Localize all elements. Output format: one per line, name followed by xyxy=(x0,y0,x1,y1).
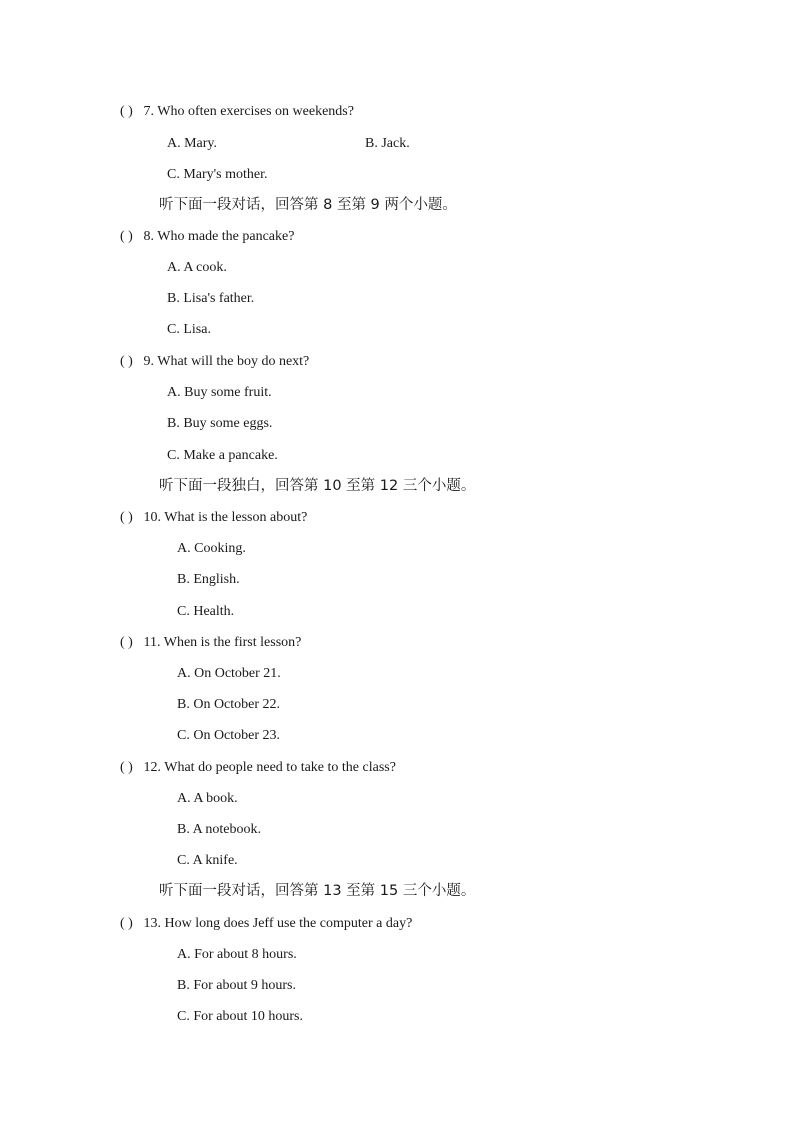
option-c: C. Make a pancake. xyxy=(167,448,278,463)
option-b: B. Buy some eggs. xyxy=(167,416,273,431)
answer-blank[interactable]: ( ) xyxy=(120,916,133,931)
answer-blank[interactable]: ( ) xyxy=(120,354,133,369)
question-text: 10. What is the lesson about? xyxy=(143,510,308,525)
option-c: C. Mary's mother. xyxy=(167,167,268,182)
question-10 xyxy=(120,509,307,527)
option-a: A. Buy some fruit. xyxy=(167,385,272,400)
question-13 xyxy=(120,915,412,933)
question-7 xyxy=(120,103,354,121)
section-instruction: 听下面一段对话，回答第 13 至第 15 三个小题。 xyxy=(159,883,476,899)
option-b: B. For about 9 hours. xyxy=(177,978,296,993)
question-text: 12. What do people need to take to the class? xyxy=(143,760,396,775)
answer-blank[interactable]: ( ) xyxy=(120,510,133,525)
option-b: B. A notebook. xyxy=(177,822,262,837)
section-instruction: 听下面一段独白，回答第 10 至第 12 三个小题。 xyxy=(159,478,476,494)
question-text: 9. What will the boy do next? xyxy=(143,354,310,369)
option-b: B. On October 22. xyxy=(177,697,281,712)
option-a: A. On October 21. xyxy=(177,666,281,681)
question-12 xyxy=(120,759,396,777)
answer-blank[interactable]: ( ) xyxy=(120,635,133,650)
option-a: A. Mary. xyxy=(167,136,218,151)
answer-blank[interactable]: ( ) xyxy=(120,760,133,775)
option-c: C. Health. xyxy=(177,604,235,619)
option-c: C. On October 23. xyxy=(177,728,281,743)
question-text: 8. Who made the pancake? xyxy=(143,229,295,244)
option-a: A. A book. xyxy=(177,791,238,806)
option-b: B. Jack. xyxy=(365,136,410,151)
question-8 xyxy=(120,228,294,246)
option-a: A. Cooking. xyxy=(177,541,246,556)
answer-blank[interactable]: ( ) xyxy=(120,229,133,244)
option-b: B. English. xyxy=(177,572,240,587)
answer-blank[interactable]: ( ) xyxy=(120,104,133,119)
option-c: C. Lisa. xyxy=(167,322,211,337)
question-11 xyxy=(120,634,301,652)
option-a: A. A cook. xyxy=(167,260,227,275)
option-a: A. For about 8 hours. xyxy=(177,947,297,962)
option-c: C. For about 10 hours. xyxy=(177,1009,303,1024)
option-b: B. Lisa's father. xyxy=(167,291,255,306)
question-9 xyxy=(120,353,309,371)
option-c: C. A knife. xyxy=(177,853,238,868)
question-text: 11. When is the first lesson? xyxy=(143,635,302,650)
section-instruction: 听下面一段对话，回答第 8 至第 9 两个小题。 xyxy=(159,197,457,213)
question-text: 13. How long does Jeff use the computer a day? xyxy=(143,916,413,931)
question-text: 7. Who often exercises on weekends? xyxy=(143,104,354,119)
